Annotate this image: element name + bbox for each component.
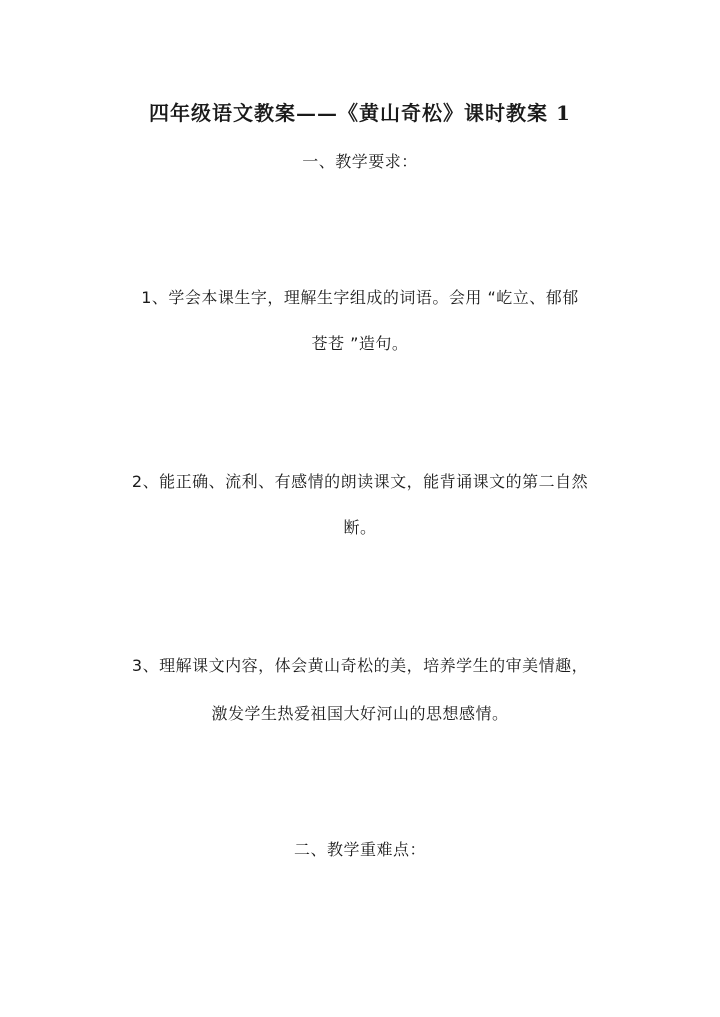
requirement-2-line-2: 断。	[343, 518, 377, 537]
section-heading-teaching-requirements: 一、教学要求：	[302, 152, 418, 171]
requirement-2-line-1: 2、能正确、流利、有感情的朗读课文，能背诵课文的第二自然	[131, 472, 589, 491]
document-title: 四年级语文教案——《黄山奇松》课时教案 1	[149, 101, 571, 125]
requirement-3-line-2: 激发学生热爱祖国大好河山的思想感情。	[211, 704, 509, 723]
section-heading-key-points: 二、教学重难点：	[293, 840, 426, 859]
requirement-1-line-2: 苍苍 ”造句。	[311, 334, 409, 353]
requirement-1-line-1: 1、学会本课生字，理解生字组成的词语。会用 “屹立、郁郁	[141, 288, 579, 307]
requirement-3-line-1: 3、理解课文内容，体会黄山奇松的美，培养学生的审美情趣，	[131, 656, 589, 675]
